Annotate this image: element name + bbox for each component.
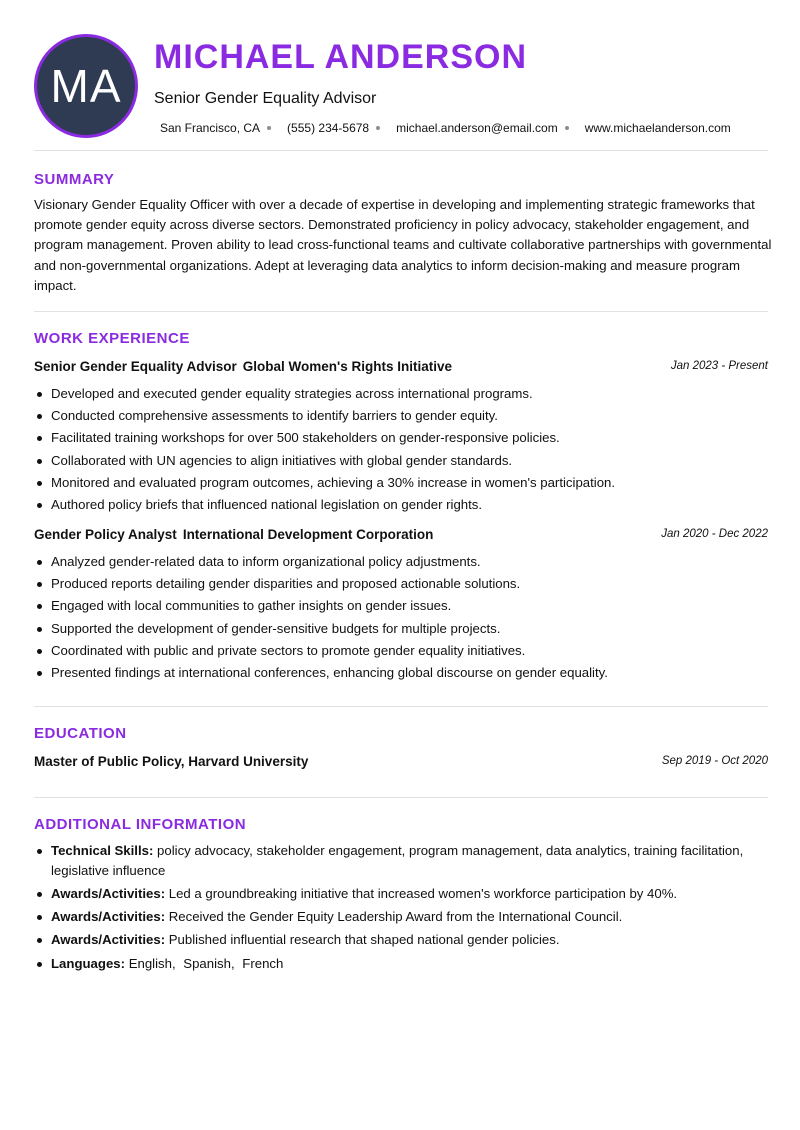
info-text: policy advocacy, stakeholder engagement, program management, data analytics, training facilitation, legislative influence: [51, 843, 744, 878]
separator-dot: [267, 126, 271, 130]
job-dates: Jan 2023 - Present: [670, 360, 768, 372]
list-item: Monitored and evaluated program outcomes, achieving a 30% increase in women's participation.: [34, 472, 768, 494]
language: English,: [128, 956, 176, 971]
divider: [34, 150, 768, 151]
candidate-name: MICHAEL ANDERSON: [154, 38, 528, 76]
list-item: Engaged with local communities to gather insights on gender issues.: [34, 595, 768, 617]
section-title-experience: WORK EXPERIENCE: [34, 330, 190, 347]
contact-website[interactable]: www.michaelanderson.com: [584, 121, 731, 135]
list-item: [34, 884, 768, 904]
separator-dot: [376, 126, 380, 130]
job-heading: [34, 527, 433, 542]
job-dates: Jan 2020 - Dec 2022: [661, 528, 768, 540]
info-text: Received the Gender Equity Leadership Award from the International Council.: [168, 909, 623, 924]
info-label: Awards/Activities:: [51, 909, 166, 924]
list-item: Analyzed gender-related data to inform organizational policy adjustments.: [34, 551, 768, 573]
section-title-summary: SUMMARY: [34, 171, 115, 188]
list-item: [34, 930, 768, 950]
candidate-title: Senior Gender Equality Advisor: [154, 90, 377, 107]
list-item: Coordinated with public and private sectors to promote gender equality initiatives.: [34, 640, 768, 662]
education-entry: [34, 753, 768, 773]
job-header: [34, 358, 768, 378]
language: French: [242, 956, 284, 971]
divider: [34, 706, 768, 707]
info-label: Languages:: [51, 956, 126, 971]
job-entry: [34, 358, 768, 516]
info-text: Led a groundbreaking initiative that increased women's workforce participation by 40%.: [168, 886, 678, 901]
list-item: Presented findings at international conferences, enhancing global discourse on gender equality.: [34, 662, 768, 684]
job-entry: [34, 526, 768, 684]
info-label: Technical Skills:: [51, 843, 154, 858]
info-label: Awards/Activities:: [51, 886, 166, 901]
job-bullets: [34, 383, 768, 516]
divider: [34, 311, 768, 312]
list-item: [34, 841, 768, 881]
avatar-initials: MA: [50, 60, 122, 112]
summary-text: Visionary Gender Equality Officer with over a decade of expertise in developing and implementing strategic frameworks that promote gender equity across diverse sectors. Demonstrated proficiency in policy advocacy, stakeholder engagement, and program management. Proven ability to lead cross-functional teams and cultivate collaborative partnerships with governmental and non-governmental organizations. Adept at leveraging data analytics to inform decision-making and measure program impact.: [34, 197, 772, 293]
list-item: [34, 907, 768, 927]
additional-info-list: [34, 841, 768, 977]
avatar: [34, 34, 138, 138]
languages-item: [34, 954, 768, 974]
job-header: [34, 526, 768, 546]
list-item: Authored policy briefs that influenced national legislation on gender rights.: [34, 494, 768, 516]
job-bullets: [34, 551, 768, 684]
list-item: Collaborated with UN agencies to align initiatives with global gender standards.: [34, 450, 768, 472]
info-text: Published influential research that shaped national gender policies.: [168, 932, 560, 947]
separator-dot: [565, 126, 569, 130]
contact-row: [160, 121, 731, 135]
job-company: International Development Corporation: [182, 527, 434, 542]
contact-phone[interactable]: (555) 234-5678: [287, 121, 396, 135]
section-title-additional: ADDITIONAL INFORMATION: [34, 816, 247, 833]
contact-email[interactable]: michael.anderson@email.com: [396, 121, 585, 135]
section-title-education: EDUCATION: [34, 725, 127, 742]
job-heading: [34, 359, 452, 374]
info-label: Awards/Activities:: [51, 932, 166, 947]
list-item: Developed and executed gender equality strategies across international programs.: [34, 383, 768, 405]
education-dates: Sep 2019 - Oct 2020: [661, 755, 768, 767]
language: Spanish,: [183, 956, 235, 971]
job-company: Global Women's Rights Initiative: [242, 359, 453, 374]
list-item: Conducted comprehensive assessments to identify barriers to gender equity.: [34, 405, 768, 427]
job-role: Senior Gender Equality Advisor: [34, 359, 237, 374]
contact-location: San Francisco, CA: [160, 121, 287, 135]
list-item: Supported the development of gender-sensitive budgets for multiple projects.: [34, 618, 768, 640]
education-degree: Master of Public Policy, Harvard University: [34, 754, 309, 769]
resume-header: [34, 34, 768, 138]
job-role: Gender Policy Analyst: [34, 527, 177, 542]
list-item: Facilitated training workshops for over 500 stakeholders on gender-responsive policies.: [34, 427, 768, 449]
list-item: Produced reports detailing gender disparities and proposed actionable solutions.: [34, 573, 768, 595]
divider: [34, 797, 768, 798]
